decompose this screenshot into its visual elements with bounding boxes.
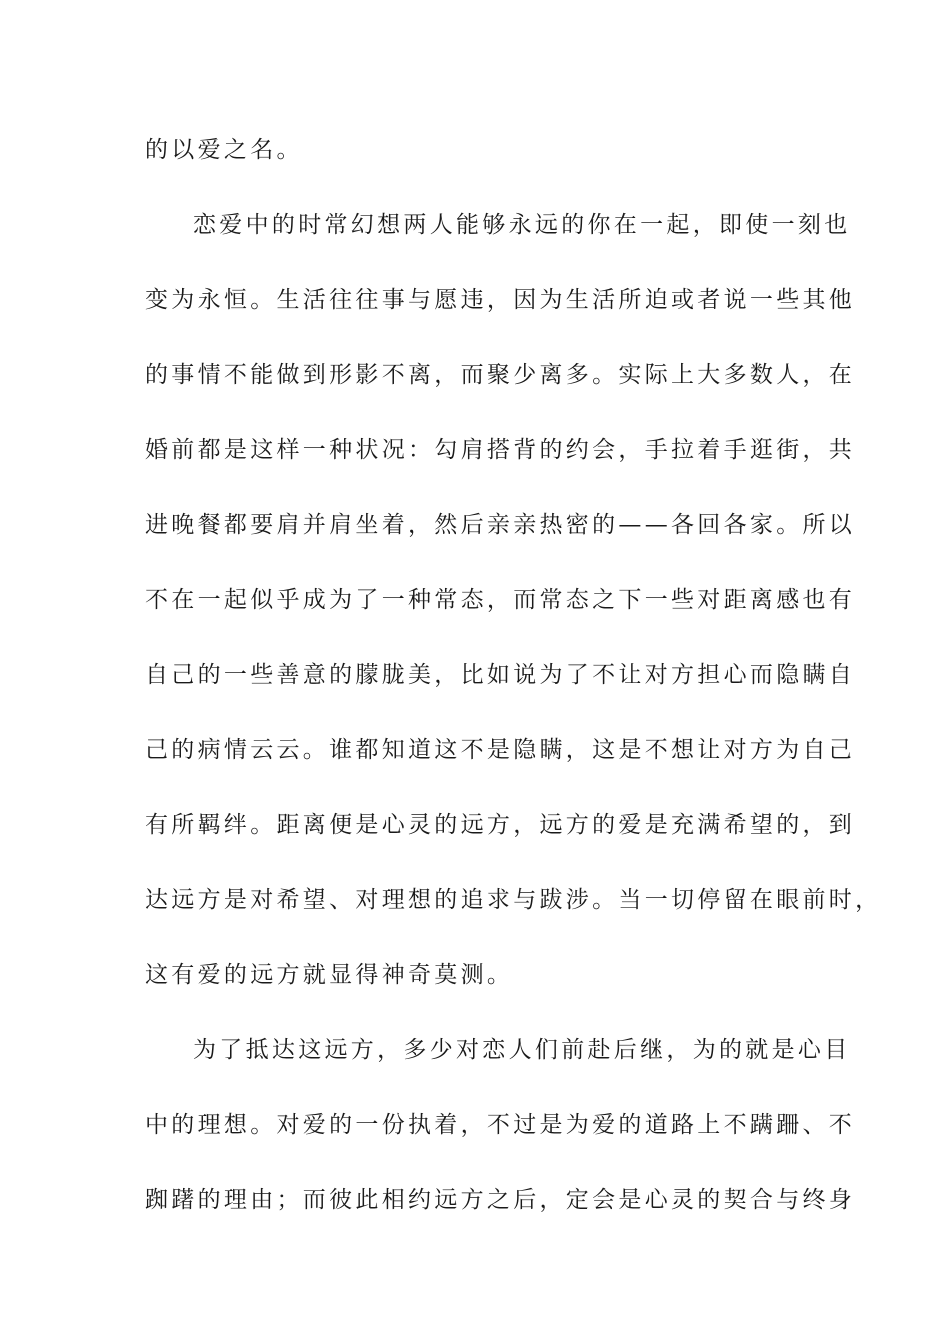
text-line: 这有爱的远方就显得神奇莫测。: [145, 962, 514, 988]
text-line: 变为永恒。生活往往事与愿违，因为生活所迫或者说一些其他: [145, 287, 856, 313]
text-line: 达远方是对希望、对理想的追求与跋涉。当一切停留在眼前时，: [145, 887, 882, 913]
text-line: 婚前都是这样一种状况：勾肩搭背的约会，手拉着手逛街，共: [145, 437, 856, 463]
text-line: 不在一起似乎成为了一种常态，而常态之下一些对距离感也有: [145, 587, 856, 613]
text-line: 己的病情云云。谁都知道这不是隐瞒，这是不想让对方为自己: [145, 737, 856, 763]
text-line: 中的理想。对爱的一份执着，不过是为爱的道路上不蹒跚、不: [145, 1112, 856, 1138]
paragraph-start-line: 为了抵达这远方，多少对恋人们前赴后继，为的就是心目: [193, 1037, 851, 1063]
text-line: 自己的一些善意的朦胧美，比如说为了不让对方担心而隐瞒自: [145, 662, 856, 688]
paragraph-start-line: 恋爱中的时常幻想两人能够永远的你在一起，即使一刻也: [193, 212, 851, 238]
text-line: 踟躇的理由；而彼此相约远方之后，定会是心灵的契合与终身: [145, 1187, 856, 1213]
text-line: 的以爱之名。: [145, 137, 303, 163]
text-line: 进晚餐都要肩并肩坐着，然后亲亲热密的——各回各家。所以: [145, 512, 856, 538]
text-line: 的事情不能做到形影不离，而聚少离多。实际上大多数人，在: [145, 362, 856, 388]
text-line: 有所羁绊。距离便是心灵的远方，远方的爱是充满希望的，到: [145, 812, 856, 838]
